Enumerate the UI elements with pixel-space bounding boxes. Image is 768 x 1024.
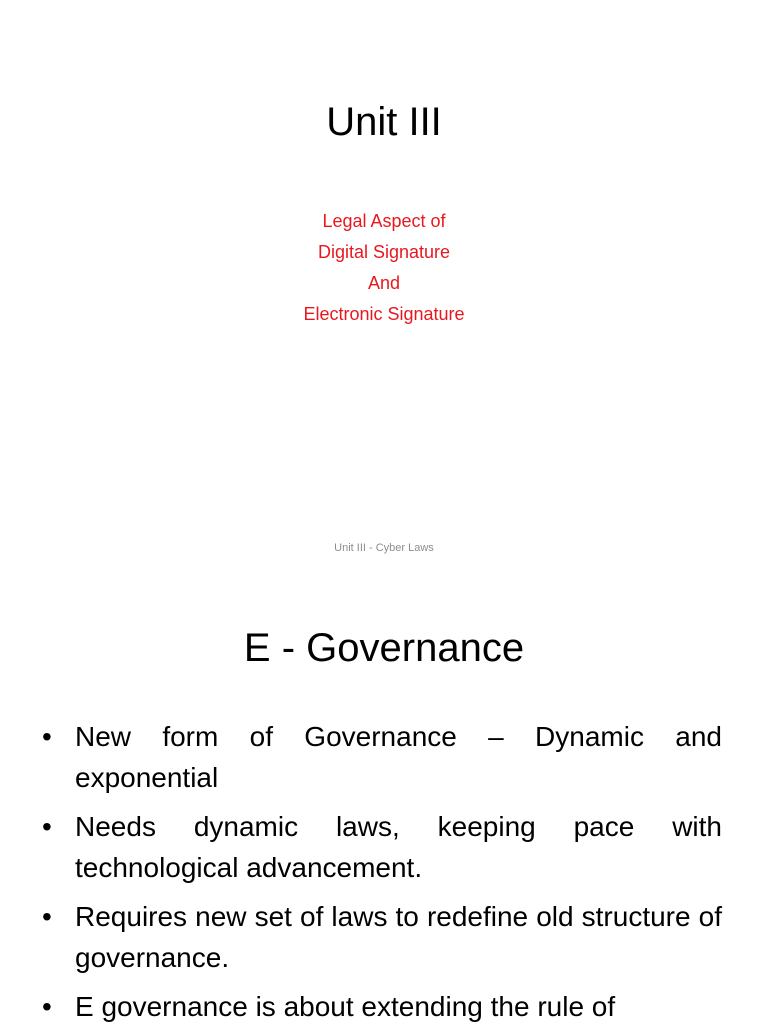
bullet-icon: • bbox=[42, 901, 52, 932]
slide-subtitle bbox=[0, 206, 768, 330]
slide-footer: Unit III - Cyber Laws bbox=[334, 542, 434, 554]
subtitle-line-1: Legal Aspect of bbox=[322, 211, 446, 231]
bullet-text: E governance is about extending the rule of bbox=[75, 991, 616, 1022]
slide-title: E - Governance bbox=[243, 626, 525, 670]
bullet-item bbox=[42, 896, 722, 978]
bullet-item bbox=[42, 716, 722, 798]
bullet-text: Needs dynamic laws, keeping pace with technological advancement. bbox=[75, 811, 722, 883]
slide-title: Unit III bbox=[326, 100, 442, 144]
subtitle-line-3: And bbox=[367, 273, 401, 293]
bullet-text: New form of Governance – Dynamic and exponential bbox=[75, 721, 722, 793]
bullet-text: Requires new set of laws to redefine old structure of governance. bbox=[75, 901, 722, 973]
bullet-list bbox=[42, 716, 722, 1024]
subtitle-line-2: Digital Signature bbox=[317, 242, 451, 262]
bullet-icon: • bbox=[42, 721, 52, 752]
slide-e-governance bbox=[0, 576, 768, 1024]
bullet-icon: • bbox=[42, 991, 52, 1022]
bullet-icon: • bbox=[42, 811, 52, 842]
bullet-item bbox=[42, 986, 722, 1024]
bullet-item bbox=[42, 806, 722, 888]
subtitle-line-4: Electronic Signature bbox=[303, 304, 465, 324]
